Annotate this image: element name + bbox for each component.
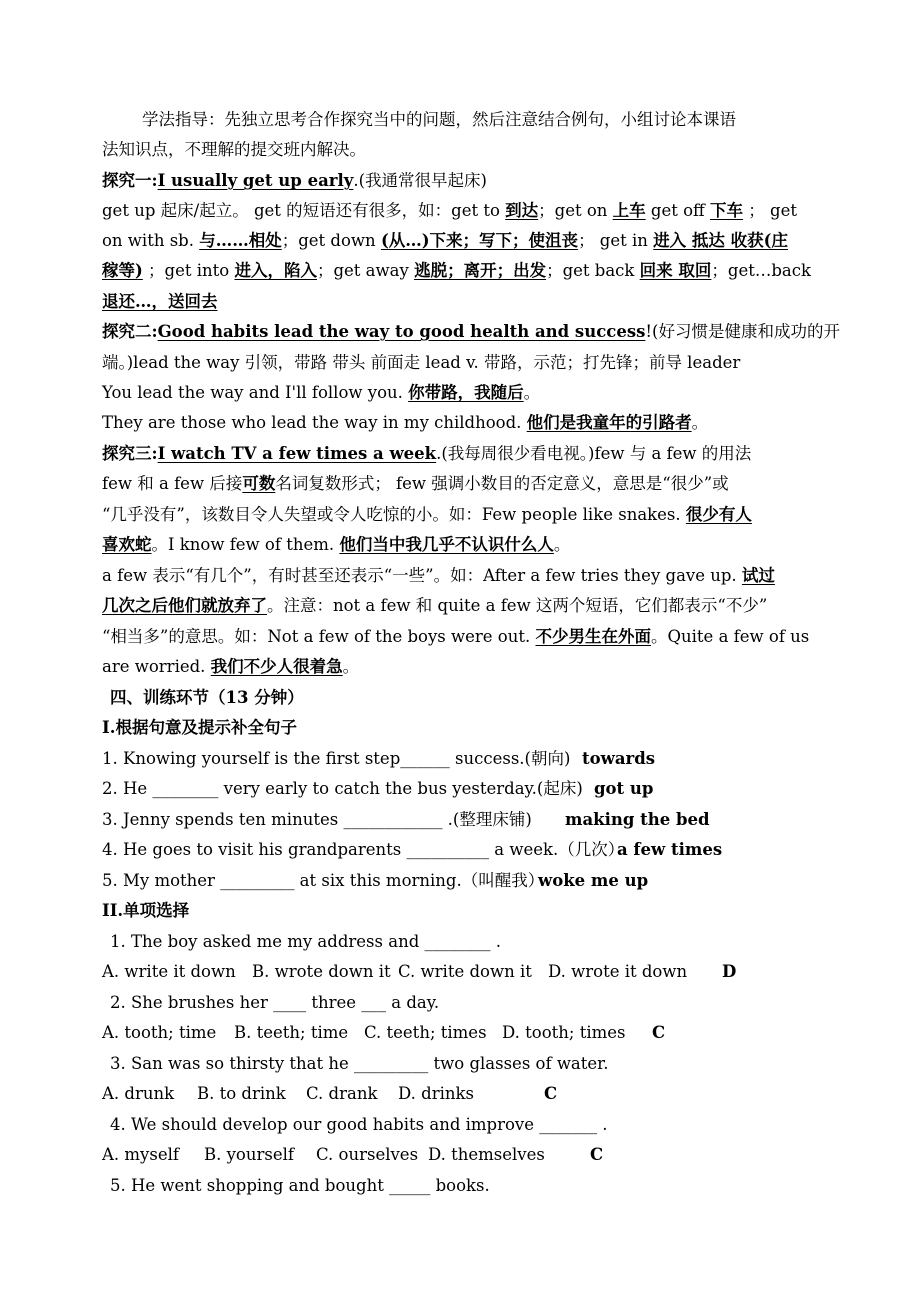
explore3-sentence: I watch TV a few times a week [157,444,437,463]
option-b: B. teeth; time [234,1023,349,1042]
option-b: B. wrote down it [252,962,391,981]
explore3-line-6 [102,594,842,618]
explore3-line-7 [102,625,842,649]
explore2-example-1 [102,381,842,405]
fill-item-3 [102,808,842,832]
question-text: 5. My mother [102,871,221,890]
answer-text: 喜欢蛇 [102,535,152,554]
explore3-translation: .(我每周很少看电视。)few 与 a few 的用法 [436,444,752,463]
answer-blank: _________ [220,871,295,890]
answer-text: 我们不少人很着急 [210,657,343,676]
answer-text: 他们是我童年的引路者 [526,413,692,432]
text: 。 [553,535,571,554]
answer-text: 稼等) [102,261,143,280]
question-text: a week.（几次） [489,840,625,859]
option-c: C. write down it [398,962,532,981]
option-d: D. tooth; times [502,1023,626,1042]
answer-key: C [544,1084,558,1103]
answer-key: got up [594,779,654,798]
text: 。 [691,413,709,432]
option-a: A. write it down [102,962,236,981]
fill-item-2 [102,777,842,801]
answer-text: 进入，陷入 [234,261,317,280]
text: 。注意：not a few 和 quite a few 这两个短语，它们都表示“不少” [267,596,768,615]
option-a: A. drunk [102,1084,175,1103]
explore1-line-3 [102,229,842,253]
explore2-example-2 [102,411,842,435]
fill-item-4 [102,838,842,862]
part1-title: I.根据句意及提示补全句子 [102,718,297,737]
text: “几乎没有”，该数目令人失望或令人吃惊的小。如：Few people like snakes. [102,505,686,524]
text: ；get back [546,261,640,280]
question-text: very early to catch the bus yesterday.(起床) [218,779,583,798]
answer-key: C [590,1145,604,1164]
answer-key: woke me up [538,871,649,890]
text: few 和 a few 后接 [102,474,243,493]
option-a: A. myself [102,1145,179,1164]
question-text: 1. Knowing yourself is the first step [102,749,401,768]
option-d: D. themselves [428,1145,545,1164]
text: “相当多”的意思。如：Not a few of the boys were out. [102,627,536,646]
explore1-label: 探究一: [102,171,158,190]
answer-text: 与……相处 [199,231,282,250]
explore1-line-2 [102,199,842,223]
answer-text: 下车 [710,201,744,220]
text: 名词复数形式； few 强调小数目的否定意义，意思是“很少”或 [275,474,729,493]
text: They are those who lead the way in my childhood. [102,413,527,432]
answer-key: a few times [617,840,723,859]
fill-item-1 [102,747,842,771]
answer-text: (从…)下来；写下；使沮丧 [380,231,579,250]
answer-text: 逃脱；离开；出发 [414,261,547,280]
text: ； get in [578,231,654,250]
mc-question-1: 1. The boy asked me my address and ________ . [110,932,501,951]
answer-key: D [722,962,737,981]
answer-text: 退还…，送回去 [102,292,218,311]
guide-line-2: 法知识点，不理解的提交班内解决。 [102,140,366,159]
explore3-heading [102,442,842,466]
text: on with sb. [102,231,200,250]
question-text: 4. He goes to visit his grandparents [102,840,407,859]
question-text: 3. Jenny spends ten minutes [102,810,344,829]
text: ；get…back [711,261,812,280]
explore1-translation: .(我通常很早起床) [353,171,487,190]
mc-question-5: 5. He went shopping and bought _____ books. [110,1176,490,1195]
explore1-line-5 [102,290,842,314]
answer-text: 回来 取回 [639,261,712,280]
explore2-label: 探究二: [102,322,158,341]
training-heading: 四、训练环节（13 分钟） [110,688,304,707]
answer-text: 他们当中我几乎不认识什么人 [339,535,554,554]
answer-text: 很少有人 [685,505,752,524]
fill-item-5 [102,869,842,893]
question-text: .(整理床铺) [442,810,532,829]
answer-text: 可数 [242,474,276,493]
option-c: C. drank [306,1084,378,1103]
text: a few 表示“有几个”，有时甚至还表示“一些”。如：After a few tries they gave up. [102,566,742,585]
text: You lead the way and I'll follow you. [102,383,409,402]
answer-key: towards [582,749,656,768]
explore3-label: 探究三: [102,444,158,463]
explore2-line-2: 端。)lead the way 引领，带路 带头 前面走 lead v. 带路，示范；打先锋；前导 leader [102,353,741,372]
explore3-line-4 [102,533,842,557]
text: get up 起床/起立。 get 的短语还有很多，如：get to [102,201,506,220]
text: ；get away [316,261,415,280]
text: 。Quite a few of us [651,627,810,646]
answer-blank: ____________ [343,810,443,829]
answer-text: 你带路，我随后 [408,383,524,402]
text: 。I know few of them. [151,535,340,554]
explore3-line-5 [102,564,842,588]
option-b: B. yourself [204,1145,295,1164]
option-a: A. tooth; time [102,1023,217,1042]
explore3-line-8 [102,655,842,679]
answer-text: 到达 [505,201,539,220]
answer-text: 试过 [741,566,775,585]
answer-key: C [652,1023,666,1042]
explore1-heading [102,169,842,193]
text: ；get down [281,231,381,250]
explore2-translation: !(好习惯是健康和成功的开 [645,322,840,341]
option-b: B. to drink [197,1084,286,1103]
option-c: C. teeth; times [364,1023,487,1042]
explore3-line-3 [102,503,842,527]
explore1-sentence: I usually get up early [157,171,354,190]
text: get off [645,201,711,220]
text: 。 [523,383,541,402]
answer-text: 进入 抵达 收获(庄 [653,231,788,250]
text: ；get into [142,261,235,280]
text: are worried. [102,657,211,676]
option-d: D. wrote it down [548,962,688,981]
explore2-sentence: Good habits lead the way to good health and success [157,322,646,341]
explore2-heading [102,320,842,344]
text: ；get on [538,201,613,220]
answer-blank: ________ [152,779,219,798]
question-text: at six this morning.（叫醒我） [294,871,545,890]
part2-title: II.单项选择 [102,901,190,920]
mc-question-2: 2. She brushes her ____ three ___ a day. [110,993,440,1012]
answer-blank: ______ [400,749,450,768]
answer-blank: __________ [406,840,490,859]
text: ； get [743,201,797,220]
mc-question-3: 3. San was so thirsty that he _________ two glasses of water. [110,1054,609,1073]
answer-text: 几次之后他们就放弃了 [102,596,267,615]
question-text: success.(朝向) [449,749,571,768]
text: 。 [342,657,360,676]
option-c: C. ourselves [316,1145,419,1164]
answer-text: 上车 [612,201,646,220]
question-text: 2. He [102,779,153,798]
answer-text: 不少男生在外面 [535,627,651,646]
guide-line-1: 学法指导：先独立思考合作探究当中的问题，然后注意结合例句，小组讨论本课语 [142,110,736,129]
option-d: D. drinks [398,1084,474,1103]
mc-question-4: 4. We should develop our good habits and improve _______ . [110,1115,608,1134]
explore3-line-2 [102,472,842,496]
answer-key: making the bed [565,810,710,829]
explore1-line-4 [102,259,842,283]
